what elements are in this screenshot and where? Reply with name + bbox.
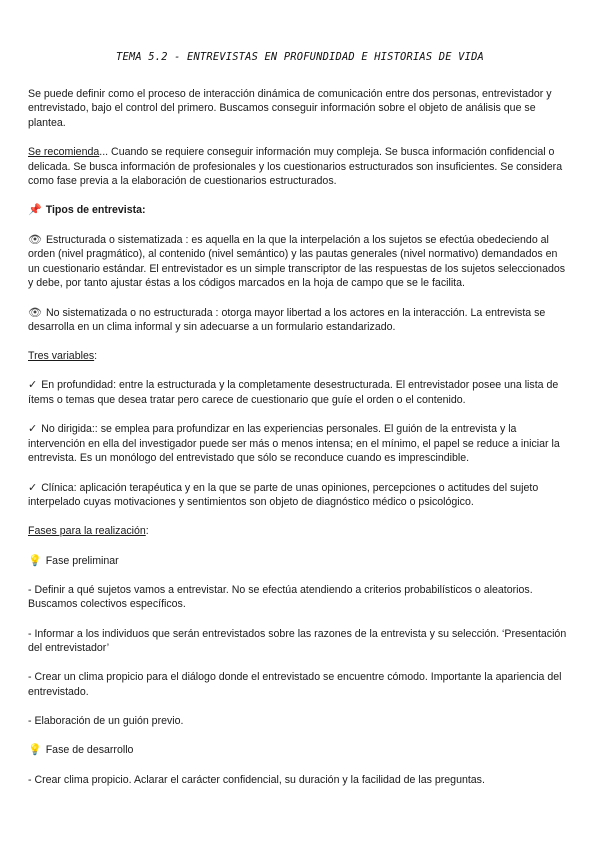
- eye-icon: 👁: [28, 305, 42, 319]
- tipo-item: [28, 233, 572, 291]
- recomienda-text: ... Cuando se requiere conseguir información muy compleja. Se busca información confidencial o delicada. Se busca información de profesionales y los cuestionarios estructurados son insuficientes. Se considera como fase previa a la elaboración de cuestionarios estructurados.: [28, 145, 563, 188]
- eye-icon: 👁: [28, 232, 42, 246]
- recomienda-paragraph: [28, 145, 572, 189]
- fase-desarrollo-heading: [28, 743, 572, 758]
- fase-preliminar-heading-text: Fase preliminar: [45, 554, 119, 567]
- variables-label: Tres variables: [28, 350, 95, 363]
- fase-preliminar-heading: [28, 554, 572, 569]
- variables-colon: :: [94, 350, 98, 363]
- check-icon: ✓: [28, 480, 38, 494]
- tipo-item: [28, 306, 572, 335]
- check-icon: ✓: [28, 422, 38, 436]
- fase-item: - Definir a qué sujetos vamos a entrevistar. No se efectúa atendiendo a criterios probabilísticos o aleatorios. Buscamos colectivos específicos.: [28, 583, 533, 611]
- page-title: TEMA 5.2 - ENTREVISTAS EN PROFUNDIDAD E HISTORIAS DE VIDA: [116, 51, 484, 63]
- fase-desarrollo-heading-text: Fase de desarrollo: [45, 744, 134, 757]
- fases-colon: :: [145, 525, 149, 538]
- fase-item: - Crear clima propicio. Aclarar el carácter confidencial, su duración y la facilidad de las preguntas.: [28, 773, 485, 786]
- tipos-heading-text: Tipos de entrevista:: [45, 204, 146, 217]
- variable-item: [28, 481, 572, 510]
- fase-item: - Crear un clima propicio para el diálogo donde el entrevistado se encuentre cómodo. Importante la apariencia del entrevistado.: [28, 671, 562, 698]
- variable-item: [28, 422, 572, 466]
- recomienda-label: Se recomienda: [28, 145, 100, 158]
- fases-heading: [28, 524, 572, 539]
- tipo-item-text: No sistematizada o no estructurada : otorga mayor libertad a los actores en la interacción. La entrevista se desarrolla en un clima informal y sin adecuarse a un formulario estandarizado.: [28, 306, 546, 334]
- pushpin-icon: 📌: [28, 203, 42, 217]
- fases-label: Fases para la realización: [28, 525, 146, 538]
- fase-item: - Elaboración de un guión previo.: [28, 715, 184, 728]
- fase-item: - Informar a los individuos que serán entrevistados sobre las razones de la entrevista y su selección. ‘Presentación del entrevistador’: [28, 627, 567, 655]
- variable-item-text: No dirigida:: se emplea para profundizar en las experiencias personales. El guión de la entrevista y la intervención en ella del investigador puede ser más o menos intensa; en el mínimo, el papel se reduce a iniciar la entrevista. Es un monólogo del entrevistado que sólo se reconduce cuando es imprescindible.: [28, 423, 560, 465]
- intro-paragraph: Se puede definir como el proceso de interacción dinámica de comunicación entre dos personas, entrevistador y entrevistado, bajo el control del primero. Buscamos conseguir información sobre el objeto de análisis que se plantea.: [28, 87, 552, 129]
- variable-item-text: En profundidad: entre la estructurada y la completamente desestructurada. El entrevistador posee una lista de ítems o temas que desea tratar pero carece de cuestionario que guíe el orden o el contenido.: [28, 379, 559, 407]
- lightbulb-icon: 💡: [28, 553, 42, 567]
- check-icon: ✓: [28, 378, 38, 392]
- lightbulb-icon: 💡: [28, 743, 42, 757]
- tipo-item-text: Estructurada o sistematizada : es aquella en la que la interpelación a los sujetos se efectúa obedeciendo al orden (nivel pragmático), al contenido (nivel semántico) y las pautas generales (nivel normativo) demandados en un cuestionario estándar. El entrevistador es un simple transcriptor de las respuestas de los sujetos seleccionados y debe, por tanto ajustar éstas a los códigos marcados en la hoja de campo que se le facilita.: [28, 233, 566, 290]
- variable-item: [28, 378, 572, 407]
- tipos-heading: [28, 203, 572, 218]
- variable-item-text: Clínica: aplicación terapéutica y en la que se parte de unas opiniones, percepciones o actitudes del sujeto interpelado cuyas motivaciones y sentimientos son objeto de diagnóstico médico o psicológico.: [28, 481, 539, 509]
- variables-heading: [28, 349, 572, 364]
